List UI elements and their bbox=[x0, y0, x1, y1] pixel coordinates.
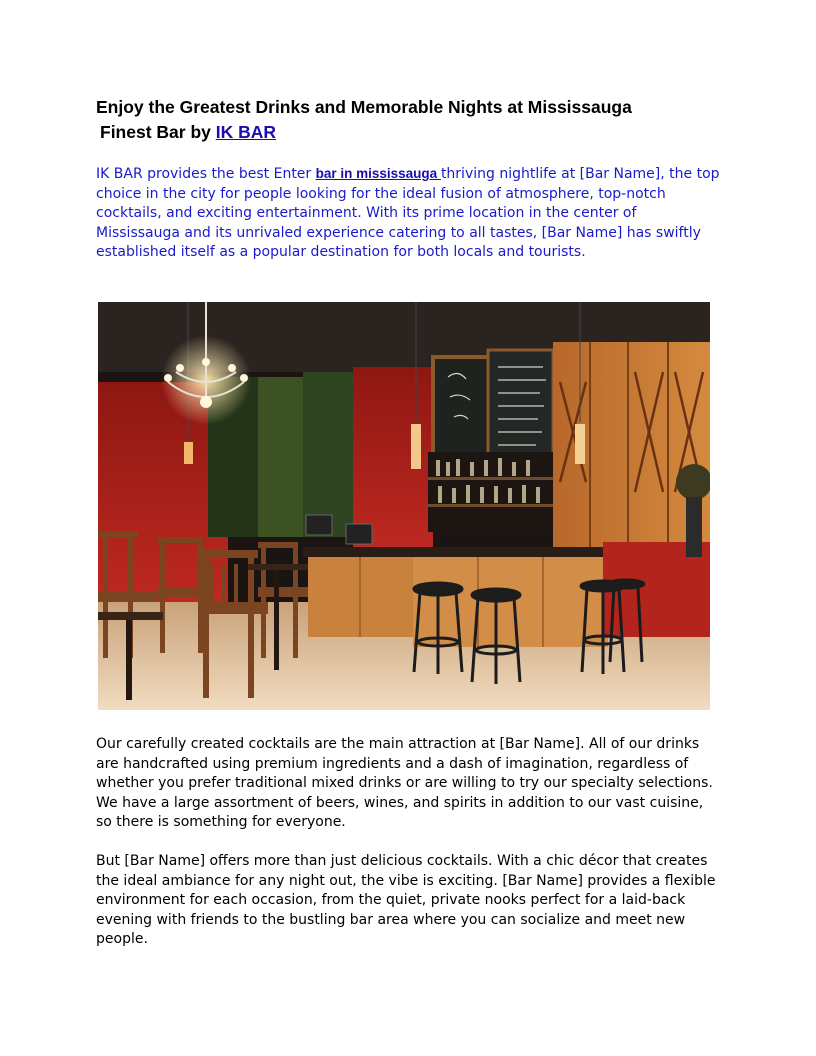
bar-interior-photo bbox=[98, 302, 710, 710]
bar-in-mississauga-link[interactable]: bar in mississauga bbox=[315, 166, 441, 181]
body-text bbox=[96, 735, 720, 969]
paragraph-cocktails: Our carefully created cocktails are the main attraction at [Bar Name]. All of our drinks are handcrafted using premium ingredients and a dash of imagination, regardless of whether you prefer traditional mixed drinks or are willing to try our specialty selections. We have a large assortment of beers, wines, and spirits in addition to our vast cuisine, so there is something for everyone. bbox=[96, 736, 713, 830]
title-line-2-prefix: Finest Bar by bbox=[100, 122, 216, 142]
title-line-1: Enjoy the Greatest Drinks and Memorable Nights at Mississauga bbox=[96, 97, 632, 117]
intro-text-start: IK BAR provides the best Enter bbox=[96, 166, 316, 182]
ik-bar-link[interactable]: IK BAR bbox=[215, 122, 277, 142]
intro-text-end: thriving nightlife at [Bar Name], the top choice in the city for people looking for the ideal fusion of atmosphere, top-notch cocktails, and exciting entertainment. With its prime location in the center of Mississauga and its unrivaled experience catering to all tastes, [Bar Name] has swiftly established itself as a popular destination for both locals and tourists. bbox=[96, 166, 720, 260]
page-title bbox=[96, 95, 720, 145]
title-line-2 bbox=[96, 120, 720, 145]
document-page bbox=[96, 95, 720, 947]
intro-paragraph bbox=[96, 164, 720, 263]
paragraph-ambiance: But [Bar Name] offers more than just delicious cocktails. With a chic décor that creates the ideal ambiance for any night out, the vibe is exciting. [Bar Name] provides a flexible environment for each occasion, from the quiet, private nooks perfect for a laid-back evening with friends to the bustling bar area where you can socialize and meet new people. bbox=[96, 853, 716, 947]
